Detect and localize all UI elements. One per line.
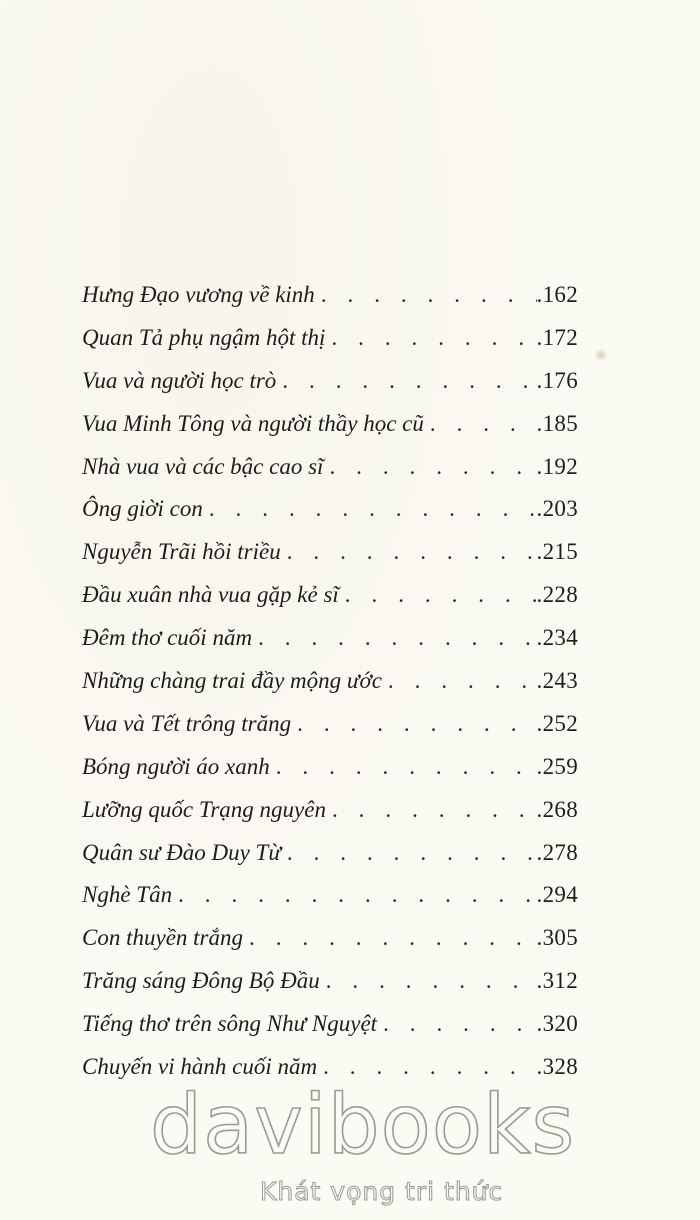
toc-dot-leader (243, 925, 537, 951)
toc-entry-title: Tiếng thơ trên sông Như Nguyệt (82, 1011, 378, 1037)
toc-dot-leader (339, 582, 537, 608)
toc-entry (82, 539, 578, 582)
toc-entry-title: Đêm thơ cuối năm (82, 625, 253, 651)
toc-entry-title: Nhà vua và các bậc cao sĩ (82, 453, 324, 479)
toc-entry-page: . 203 (537, 496, 578, 522)
paper-stain (594, 348, 608, 362)
watermark (150, 1078, 576, 1206)
toc-entry (82, 411, 578, 454)
toc-entry (82, 582, 578, 625)
toc-entry-title: Ông giời con (82, 496, 203, 522)
watermark-tagline: Khát vọng tri thức (260, 1177, 504, 1206)
toc-entry (82, 282, 578, 325)
toc-entry-page: . 185 (537, 411, 578, 437)
toc-entry-title: Vua Minh Tông và người thầy học cũ (82, 410, 424, 436)
toc-entry (82, 454, 578, 497)
toc-entry-page: . 268 (537, 797, 578, 823)
toc-entry-title: Chuyến vi hành cuối năm (82, 1054, 318, 1080)
toc-dot-leader (317, 1054, 536, 1080)
toc-entry-title: Vua và Tết trông trăng (82, 710, 292, 736)
toc-dot-leader (382, 668, 537, 694)
toc-entry-title: Trăng sáng Đông Bộ Đầu (82, 968, 320, 994)
toc-entry-title: Những chàng trai đầy mộng ước (82, 668, 382, 694)
toc-entry-page: . 259 (537, 754, 578, 780)
toc-entry (82, 754, 578, 797)
toc-entry-page: . 312 (537, 968, 578, 994)
toc-entry-title: Lưỡng quốc Trạng nguyên (82, 796, 326, 822)
toc-entry-page: . 192 (537, 454, 578, 480)
toc-entry-page: . 172 (537, 325, 578, 351)
toc-entry-page: . 294 (537, 882, 578, 908)
toc-dot-leader (276, 368, 536, 394)
toc-entry-page: . 243 (537, 668, 578, 694)
toc-entry-page: . 320 (537, 1011, 578, 1037)
toc-dot-leader (281, 840, 537, 866)
toc-entry-page: . 176 (537, 368, 578, 394)
toc-entry-page: . 234 (537, 625, 578, 651)
toc-dot-leader (203, 496, 537, 522)
toc-entry-title: Quân sư Đào Duy Từ (82, 839, 281, 865)
toc-dot-leader (424, 411, 537, 437)
toc-dot-leader (320, 968, 537, 994)
toc-entry-title: Vua và người học trò (82, 367, 277, 393)
toc-entry-title: Con thuyền trắng (82, 925, 243, 951)
toc-entry (82, 882, 578, 925)
toc-entry (82, 496, 578, 539)
toc-entry (82, 797, 578, 840)
table-of-contents (82, 282, 578, 1097)
toc-dot-leader (377, 1011, 536, 1037)
watermark-brand: davibooks (150, 1078, 576, 1173)
toc-entry (82, 625, 578, 668)
toc-entry (82, 925, 578, 968)
toc-entry-page: . 278 (537, 840, 578, 866)
toc-dot-leader (172, 882, 536, 908)
toc-entry-page: . 215 (537, 539, 578, 565)
toc-entry (82, 668, 578, 711)
toc-dot-leader (315, 282, 537, 308)
toc-entry (82, 368, 578, 411)
toc-dot-leader (252, 625, 536, 651)
toc-entry (82, 1011, 578, 1054)
toc-entry-title: Đầu xuân nhà vua gặp kẻ sĩ (82, 582, 339, 608)
toc-entry-page: . 162 (537, 282, 578, 308)
toc-entry-title: Bóng người áo xanh (82, 753, 270, 779)
toc-entry-title: Hưng Đạo vương về kinh (82, 282, 315, 307)
toc-entry (82, 840, 578, 883)
toc-dot-leader (325, 325, 536, 351)
toc-entry-page: . 328 (537, 1054, 578, 1080)
toc-dot-leader (281, 539, 537, 565)
toc-entry (82, 968, 578, 1011)
toc-entry-page: . 252 (537, 711, 578, 737)
toc-entry-title: Nguyễn Trãi hồi triều (82, 539, 281, 565)
toc-dot-leader (270, 754, 537, 780)
toc-entry-page: . 305 (537, 925, 578, 951)
toc-entry (82, 325, 578, 368)
toc-dot-leader (326, 797, 537, 823)
toc-dot-leader (291, 711, 536, 737)
toc-entry (82, 711, 578, 754)
toc-entry-title: Quan Tả phụ ngậm hột thị (82, 324, 326, 350)
toc-entry-title: Nghè Tân (82, 882, 173, 908)
toc-entry-page: . 228 (537, 582, 578, 608)
toc-dot-leader (323, 454, 536, 480)
